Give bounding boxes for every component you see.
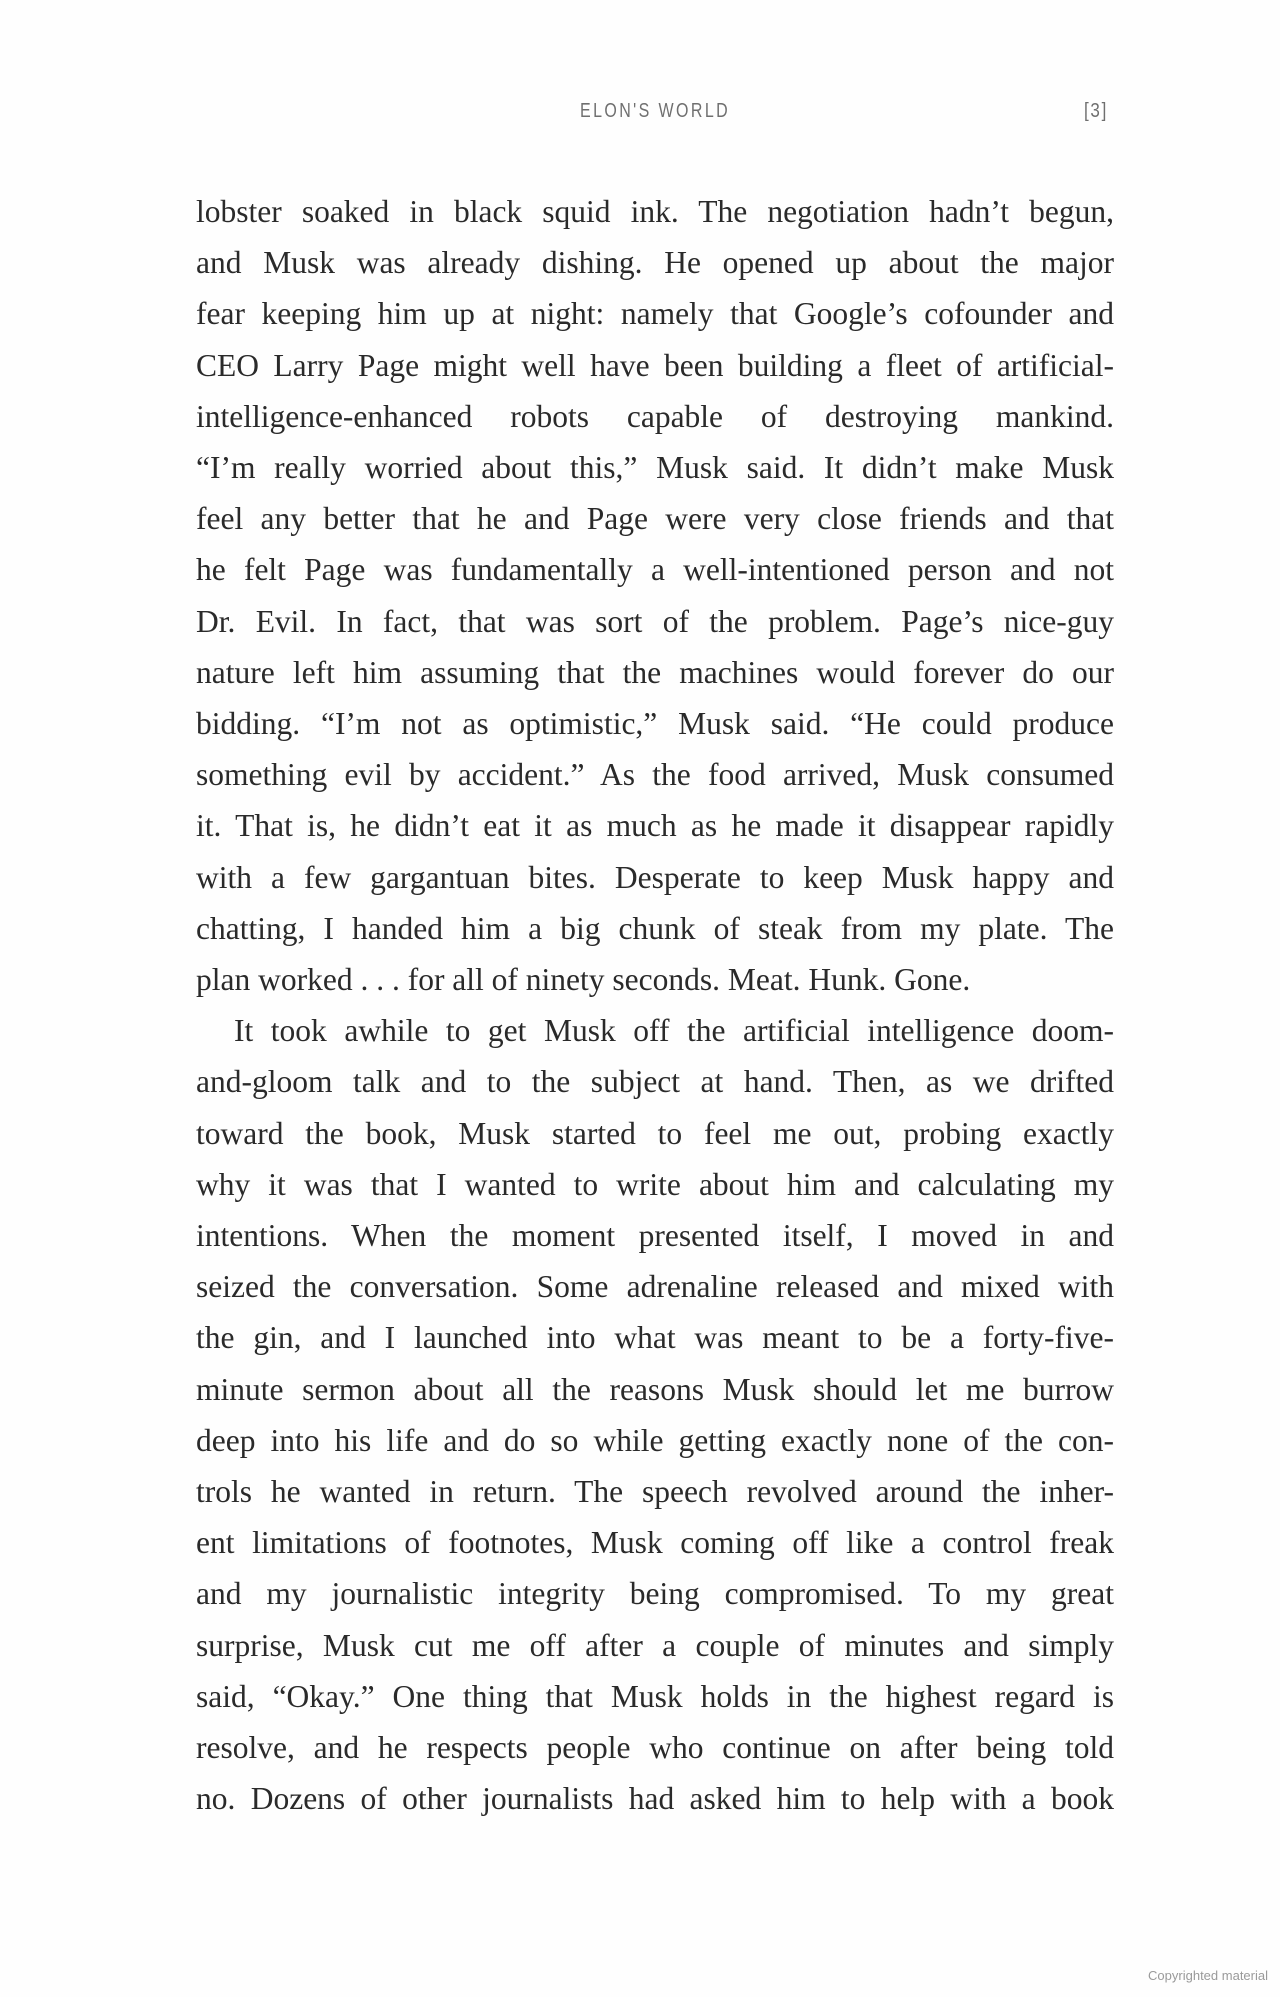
text-line: seized the conversation. Some adrenaline released and mixed with bbox=[196, 1269, 1114, 1305]
text-line: said, “Okay.” One thing that Musk holds in the highest regard is bbox=[196, 1678, 1114, 1714]
text-line: why it was that I wanted to write about him and calculating my bbox=[196, 1166, 1114, 1202]
text-line: toward the book, Musk started to feel me out, probing exactly bbox=[196, 1115, 1114, 1151]
text-line: it. That is, he didn’t eat it as much as he made it disappear rapidly bbox=[196, 808, 1114, 844]
text-line: plan worked . . . for all of ninety seconds. Meat. Hunk. Gone. bbox=[196, 962, 971, 998]
copyright-watermark: Copyrighted material bbox=[1148, 1968, 1268, 1983]
text-line: ent limitations of footnotes, Musk coming off like a control freak bbox=[196, 1525, 1114, 1561]
text-line: minute sermon about all the reasons Musk should let me burrow bbox=[196, 1371, 1114, 1407]
text-line: fear keeping him up at night: namely that Google’s cofounder and bbox=[196, 296, 1114, 332]
text-line: CEO Larry Page might well have been building a fleet of artificial- bbox=[196, 347, 1114, 383]
text-line: and my journalistic integrity being compromised. To my great bbox=[196, 1576, 1114, 1612]
text-line: intentions. When the moment presented itself, I moved in and bbox=[196, 1218, 1114, 1254]
text-line: the gin, and I launched into what was meant to be a forty-five- bbox=[196, 1320, 1114, 1356]
text-line: bidding. “I’m not as optimistic,” Musk said. “He could produce bbox=[196, 706, 1114, 742]
text-line: and-gloom talk and to the subject at hand. Then, as we drifted bbox=[196, 1064, 1114, 1100]
text-line: feel any better that he and Page were very close friends and that bbox=[196, 501, 1114, 537]
paragraph bbox=[196, 186, 1114, 1005]
text-line: and Musk was already dishing. He opened up about the major bbox=[196, 245, 1114, 281]
page-number: [3] bbox=[1084, 100, 1109, 122]
paragraph bbox=[196, 1005, 1114, 1824]
text-line: chatting, I handed him a big chunk of steak from my plate. The bbox=[196, 910, 1114, 946]
text-line: lobster soaked in black squid ink. The negotiation hadn’t begun, bbox=[196, 194, 1114, 229]
running-head bbox=[0, 100, 1280, 140]
text-line: Dr. Evil. In fact, that was sort of the problem. Page’s nice-guy bbox=[196, 603, 1114, 639]
text-line: trols he wanted in return. The speech revolved around the inher- bbox=[196, 1474, 1114, 1510]
text-line: no. Dozens of other journalists had asked him to help with a book bbox=[196, 1781, 1114, 1817]
text-line: with a few gargantuan bites. Desperate to keep Musk happy and bbox=[196, 859, 1114, 895]
text-line: he felt Page was fundamentally a well-intentioned person and not bbox=[196, 552, 1114, 588]
body-text bbox=[196, 186, 1114, 1825]
text-line: intelligence-enhanced robots capable of destroying mankind. bbox=[196, 398, 1114, 434]
text-line: “I’m really worried about this,” Musk said. It didn’t make Musk bbox=[196, 450, 1114, 486]
running-head-title: ELON'S WORLD bbox=[580, 100, 731, 122]
text-line: surprise, Musk cut me off after a couple of minutes and simply bbox=[196, 1627, 1114, 1663]
text-line: something evil by accident.” As the food arrived, Musk consumed bbox=[196, 757, 1114, 793]
text-line: It took awhile to get Musk off the artificial intelligence doom- bbox=[234, 1013, 1114, 1049]
text-line: nature left him assuming that the machines would forever do our bbox=[196, 654, 1114, 690]
text-line: resolve, and he respects people who continue on after being told bbox=[196, 1730, 1114, 1766]
text-line: deep into his life and do so while getting exactly none of the con- bbox=[196, 1422, 1114, 1458]
